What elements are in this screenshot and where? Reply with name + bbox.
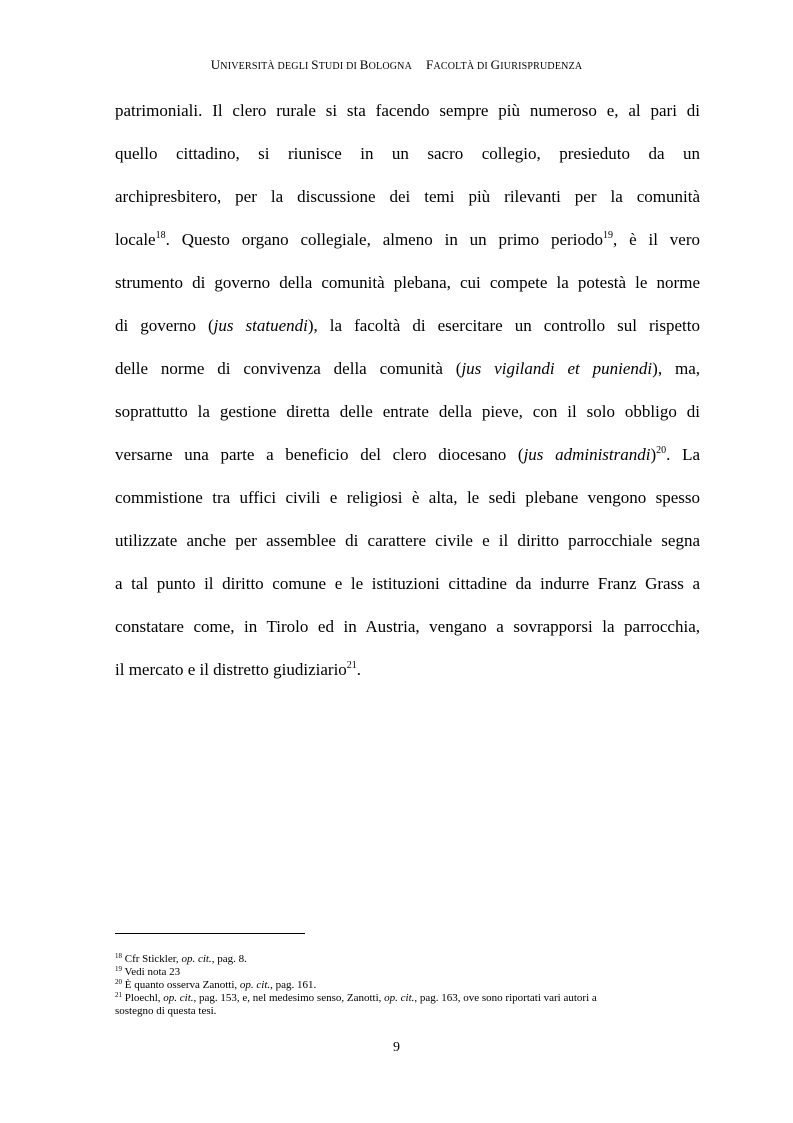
page-number: 9 [393,1040,400,1055]
body-line: archipresbitero, per la discussione dei temi più rilevanti per la comunità [115,187,700,206]
footnote-18: $^{18}$ Cfr Stickler, op. cit., pag. 8. [115,952,247,965]
footnote-ref: 18 [155,230,166,241]
body-line: versarne una parte a beneficio del clero diocesano (jus administrandi)$^{20}$. La [115,445,700,464]
body-line: constatare come, in Tirolo ed in Austria, vengano a sovrapporsi la parrocchia, [115,617,700,636]
running-header [0,57,793,73]
body-line: utilizzate anche per assemblee di carattere civile e il diritto parrocchiale segna [115,531,700,550]
body-line: patrimoniali. Il clero rurale si sta facendo sempre più numeroso e, al pari di [115,101,700,120]
header-faculty: FACOLTÀ DI GIURISPRUDENZA [426,57,583,72]
body-line: di governo (jus statuendi), la facoltà di esercitare un controllo sul rispetto [115,316,701,335]
body-line: strumento di governo della comunità plebana, cui compete la potestà le norme [115,273,700,292]
body-line: commistione tra uffici civili e religiosi è alta, le sedi plebane vengono spesso [115,488,700,507]
footnote-19: $^{19}$ Vedi nota 23 [115,965,181,978]
footnote-20: $^{20}$ È quanto osserva Zanotti, op. cit., pag. 161. [115,978,317,991]
footnote-separator [115,933,305,934]
body-line: soprattutto la gestione diretta delle entrate della pieve, con il solo obbligo di [115,402,700,421]
body-line: delle norme di convivenza della comunità (jus vigilandi et puniendi), ma, [115,359,700,378]
footnote-ref: 20 [656,445,667,456]
body-line: a tal punto il diritto comune e le istituzioni cittadine da indurre Franz Grass a [115,574,700,593]
footnote-ref: 21 [346,660,357,671]
body-line: il mercato e il distretto giudiziario$^{21}$. [115,660,362,679]
body-line: quello cittadino, si riunisce in un sacro collegio, presieduto da un [115,144,700,163]
footnote-21: $^{21}$ Ploechl, op. cit., pag. 153, e, nel medesimo senso, Zanotti, op. cit., pag. 163, ove sono riportati vari autori a sostegno di questa tesi. [115,991,597,1017]
footnote-ref: 19 [602,230,613,241]
body-line: locale$^{18}$. Questo organo collegiale, almeno in un primo periodo$^{19}$, è il vero [115,230,700,249]
header-university: UNIVERSITÀ DEGLI STUDI DI BOLOGNA [210,57,413,72]
